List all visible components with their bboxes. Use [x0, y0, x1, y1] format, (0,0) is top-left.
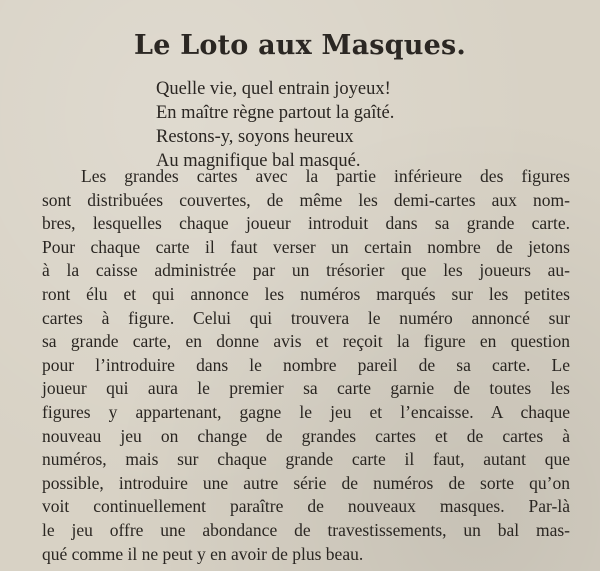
- verse-stanza: [156, 77, 394, 173]
- paragraph-line: Les grandes cartes avec la partie inférieure des figures: [81, 166, 570, 186]
- body-paragraph: [42, 165, 570, 566]
- paragraph-line: qué comme il ne peut y en avoir de plus beau.: [42, 543, 364, 564]
- paragraph-line: figures y appartenant, gagne le jeu et l’encaisse. A chaque: [42, 401, 570, 422]
- paragraph-line: le jeu offre une abondance de travestissements, un bal mas-: [42, 519, 570, 540]
- paragraph-line: nouveau jeu on change de grandes cartes et de cartes à: [42, 425, 570, 446]
- paragraph-line: bres, lesquelles chaque joueur introduit dans sa grande carte.: [42, 213, 570, 234]
- verse-line: Au magnifique bal masqué.: [156, 151, 361, 171]
- paragraph-line: à la caisse administrée par un trésorier que les joueurs au-: [42, 260, 570, 281]
- verse-line: Quelle vie, quel entrain joyeux!: [156, 79, 391, 99]
- paragraph-line: numéros, mais sur chaque grande carte il faut, autant que: [42, 449, 570, 470]
- paragraph-line: joueur qui aura le premier sa carte garnie de toutes les: [42, 378, 570, 399]
- paragraph-line: voit continuellement paraître de nouveaux masques. Par-là: [42, 496, 570, 517]
- paragraph-line: Pour chaque carte il faut verser un certain nombre de jetons: [42, 236, 570, 257]
- paragraph-line: possible, introduire une autre série de numéros de sorte qu’on: [42, 472, 570, 493]
- paragraph-line: cartes à figure. Celui qui trouvera le numéro annoncé sur: [42, 307, 570, 328]
- paragraph-line: sa grande carte, en donne avis et reçoit la figure en question: [42, 331, 570, 352]
- article-title: Le Loto aux Masques.: [134, 30, 466, 61]
- paragraph-line: sont distribuées couvertes, de même les demi-cartes aux nom-: [42, 189, 570, 210]
- paragraph-line: ront élu et qui annonce les numéros marqués sur les petites: [42, 283, 570, 304]
- verse-line: Restons-y, soyons heureux: [156, 127, 354, 147]
- paragraph-line: pour l’introduire dans le nombre pareil de sa carte. Le: [42, 354, 570, 375]
- verse-line: En maître règne partout la gaîté.: [156, 103, 395, 123]
